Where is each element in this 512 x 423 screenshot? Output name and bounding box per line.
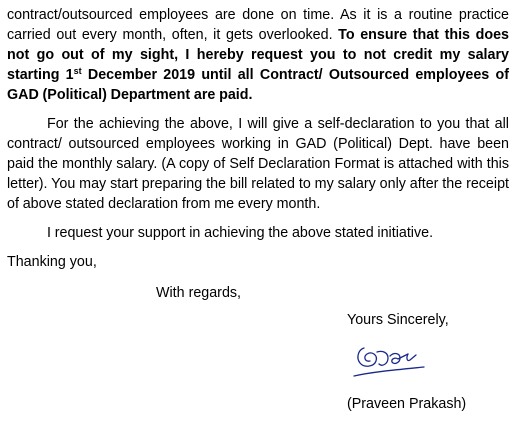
ordinal-superscript: st (73, 66, 82, 76)
signatory-name: (Praveen Prakash) (347, 396, 467, 412)
paragraph-intro-text: contract/outsourced employees are done on time. As it is a routine practice carried out every month, often, it gets overlooked. (7, 7, 509, 43)
paragraph-self-declaration: For the achieving the above, I will give a self-declaration to you that all contract/ outsourced employees working in GAD (Political) Dept. have been paid the monthly salary. (A copy of Self Declaration Format is attached with this letter). You may start preparing the bill related to my salary only after the receipt of above stated declaration from me every month. (7, 116, 509, 212)
request-bold-part-a: To ensure that this does not go out of my sight, I hereby request you to not credit my salary starting 1 (7, 27, 509, 83)
paragraph-support-request: I request your support in achieving the above stated initiative. (47, 225, 434, 241)
signature-icon (350, 340, 430, 384)
regards-line: With regards, (156, 285, 242, 301)
paragraph-salary-request (7, 5, 509, 105)
yours-sincerely-line: Yours Sincerely, (347, 312, 449, 328)
letter-body (7, 5, 509, 272)
thanking-line: Thanking you, (7, 254, 97, 270)
request-bold-part-b: December 2019 until all Contract/ Outsourced employees of GAD (Political) Department are paid. (7, 67, 509, 103)
